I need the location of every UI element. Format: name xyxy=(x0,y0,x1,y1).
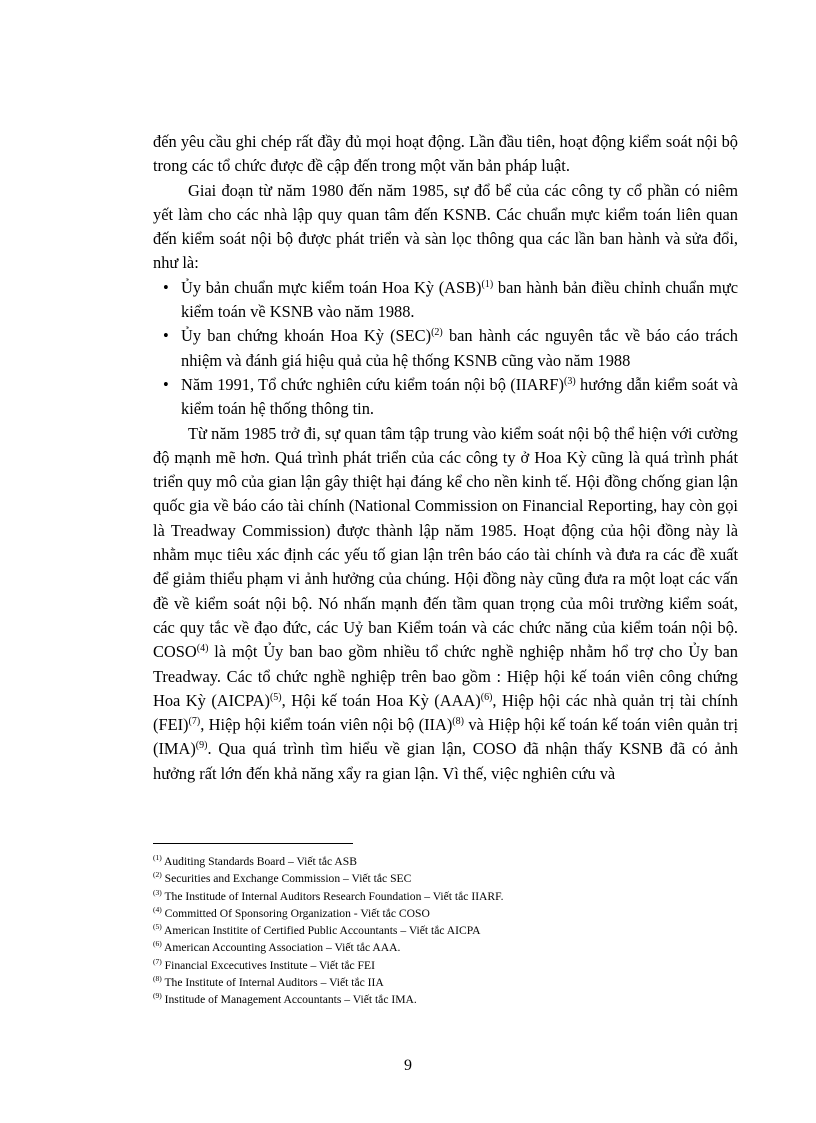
footnote-text: The Institute of Internal Auditors – Viết tắc IIA xyxy=(161,976,384,990)
bullet-item-sec xyxy=(153,324,738,373)
bullet-icon: • xyxy=(163,326,169,346)
paragraph-text: là một Ủy ban bao gồm nhiều tổ chức nghề nghiệp nhằm hổ trợ cho Ủy ban Treadway. Các tổ chức nghề nghiệp trên bao gồm : Hiệp hội kế toán viên công chứng Hoa Kỳ (AICPA) xyxy=(153,642,738,710)
footnote-ref: (8) xyxy=(452,716,464,728)
paragraph-text: , Hiệp hội kiểm toán viên nội bộ (IIA) xyxy=(200,715,453,735)
page-number: 9 xyxy=(404,1057,412,1074)
bullet-text: Ủy bản chuẩn mực kiểm toán Hoa Kỳ (ASB) xyxy=(181,277,482,297)
paragraph-3 xyxy=(153,422,738,786)
footnote-ref: (7) xyxy=(188,716,201,728)
bullet-icon: • xyxy=(163,374,169,394)
footnote-text: The Institude of Internal Auditors Research Foundation – Viết tắc IIARF. xyxy=(161,889,504,903)
footnote-text: Auditing Standards Board – Viết tắc ASB xyxy=(161,855,357,868)
footnote-9 xyxy=(153,991,738,1008)
footnote-text: American Accounting Association – Viết tắc AAA. xyxy=(161,941,401,955)
footnote-ref: (4) xyxy=(196,643,209,655)
paragraph-text: và Hiệp hội kế toán kế toán viên quản trị (IMA) xyxy=(153,715,738,759)
footnote-mark: (4) xyxy=(153,904,162,914)
footnote-6 xyxy=(153,939,738,956)
footnote-2 xyxy=(153,870,738,887)
footnote-mark: (1) xyxy=(153,853,162,862)
footnote-text: Institude of Management Accountants – Viết tắc IMA. xyxy=(161,993,417,1007)
footnote-4 xyxy=(153,905,738,922)
paragraph-text: , Hội kế toán Hoa Kỳ (AAA) xyxy=(281,690,481,710)
footnote-mark: (9) xyxy=(153,991,162,1001)
body-text xyxy=(153,130,738,786)
footnote-text: American Institite of Certified Public Accountants – Viết tắc AICPA xyxy=(161,924,481,938)
footnote-mark: (6) xyxy=(153,939,162,949)
footnote-divider xyxy=(153,843,353,844)
paragraph-text: Từ năm 1985 trở đi, sự quan tâm tập trung vào kiểm soát nội bộ thể hiện với cường độ mạnh mẽ hơn. Quá trình phát triển của các công ty ở Hoa Kỳ cũng là quá trình phát triển quy mô của gian lận gây thiệt hại đáng kể cho nền kinh tế. Hội đồng chống gian lận quốc gia về báo cáo tài chính (National Commission on Financial Reporting, hay còn gọi là Treadway Commission) được thành lập năm 1985. Hoạt động của hội đồng này là nhằm mục tiêu xác định các yếu tố gian lận trên báo cáo tài chính và đưa ra các đề xuất để giảm thiểu phạm vi ảnh hưởng của chúng. Hội đồng này cũng đưa ra một loạt các vấn đề về kiểm soát nội bộ. Nó nhấn mạnh đến tầm quan trọng của môi trường kiểm soát, các quy tắc về đạo đức, các Uỷ ban Kiểm toán và các chức năng của kiểm toán nội bộ. COSO xyxy=(153,423,738,662)
bullet-text: ban hành bản điều chỉnh chuẩn mực kiểm toán về KSNB vào năm 1988. xyxy=(181,277,738,322)
footnote-mark: (5) xyxy=(153,922,162,932)
footnote-ref: (2) xyxy=(431,327,443,339)
bullet-item-iiarf xyxy=(153,373,738,422)
footnote-mark: (7) xyxy=(153,956,162,966)
footnote-ref: (6) xyxy=(480,691,493,703)
footnote-7 xyxy=(153,957,738,974)
footnote-3 xyxy=(153,888,738,905)
footnote-mark: (2) xyxy=(153,870,162,880)
bullet-text: ban hành các nguyên tắc về báo cáo trách nhiệm và đánh giá hiệu quả của hệ thống KSNB cũng vào năm 1988 xyxy=(181,326,738,370)
bullet-icon: • xyxy=(163,277,169,297)
bullet-text: Ủy ban chứng khoán Hoa Kỳ (SEC) xyxy=(181,326,432,346)
bullet-text: hướng dẫn kiểm soát và kiểm toán hệ thống thông tin. xyxy=(181,374,738,419)
footnote-ref: (9) xyxy=(195,740,208,752)
paragraph-1: đến yêu cầu ghi chép rất đầy đủ mọi hoạt động. Lần đầu tiên, hoạt động kiểm soát nội bộ trong các tổ chức được đề cập đến trong một văn bản pháp luật. xyxy=(153,132,738,176)
paragraph-text: , Hiệp hội các nhà quản trị tài chính (FEI) xyxy=(153,690,738,735)
footnote-text: Securities and Exchange Commission – Viết tắc SEC xyxy=(161,872,412,886)
footnote-list xyxy=(153,853,738,1009)
footnote-5 xyxy=(153,922,738,939)
paragraph-text: . Qua quá trình tìm hiểu về gian lận, COSO đã nhận thấy KSNB đã có ảnh hưởng rất lớn đến khả năng xẩy ra gian lận. Vì thế, việc nghiên cứu và xyxy=(153,739,738,783)
footnote-mark: (3) xyxy=(153,887,162,897)
footnote-mark: (8) xyxy=(153,974,162,984)
footnote-ref: (5) xyxy=(269,691,282,703)
footnote-ref: (3) xyxy=(564,375,576,387)
footnote-ref: (1) xyxy=(481,278,494,290)
footnote-8 xyxy=(153,974,738,991)
footnote-text: Committed Of Sponsoring Organization - Viết tắc COSO xyxy=(161,906,430,920)
bullet-item-asb xyxy=(153,276,738,325)
footnote-1 xyxy=(153,853,738,870)
paragraph-2: Giai đoạn từ năm 1980 đến năm 1985, sự đổ bể của các công ty cổ phần có niêm yết làm cho các nhà lập quy quan tâm đến KSNB. Các chuẩn mực kiểm toán liên quan đến kiểm soát nội bộ được phát triển và sàn lọc thông qua các lần ban hành và sửa đổi, như là: xyxy=(153,180,738,273)
footnote-text: Financial Excecutives Institute – Viết tắc FEI xyxy=(161,958,375,972)
bullet-text: Năm 1991, Tổ chức nghiên cứu kiểm toán nội bộ (IIARF) xyxy=(181,374,565,394)
